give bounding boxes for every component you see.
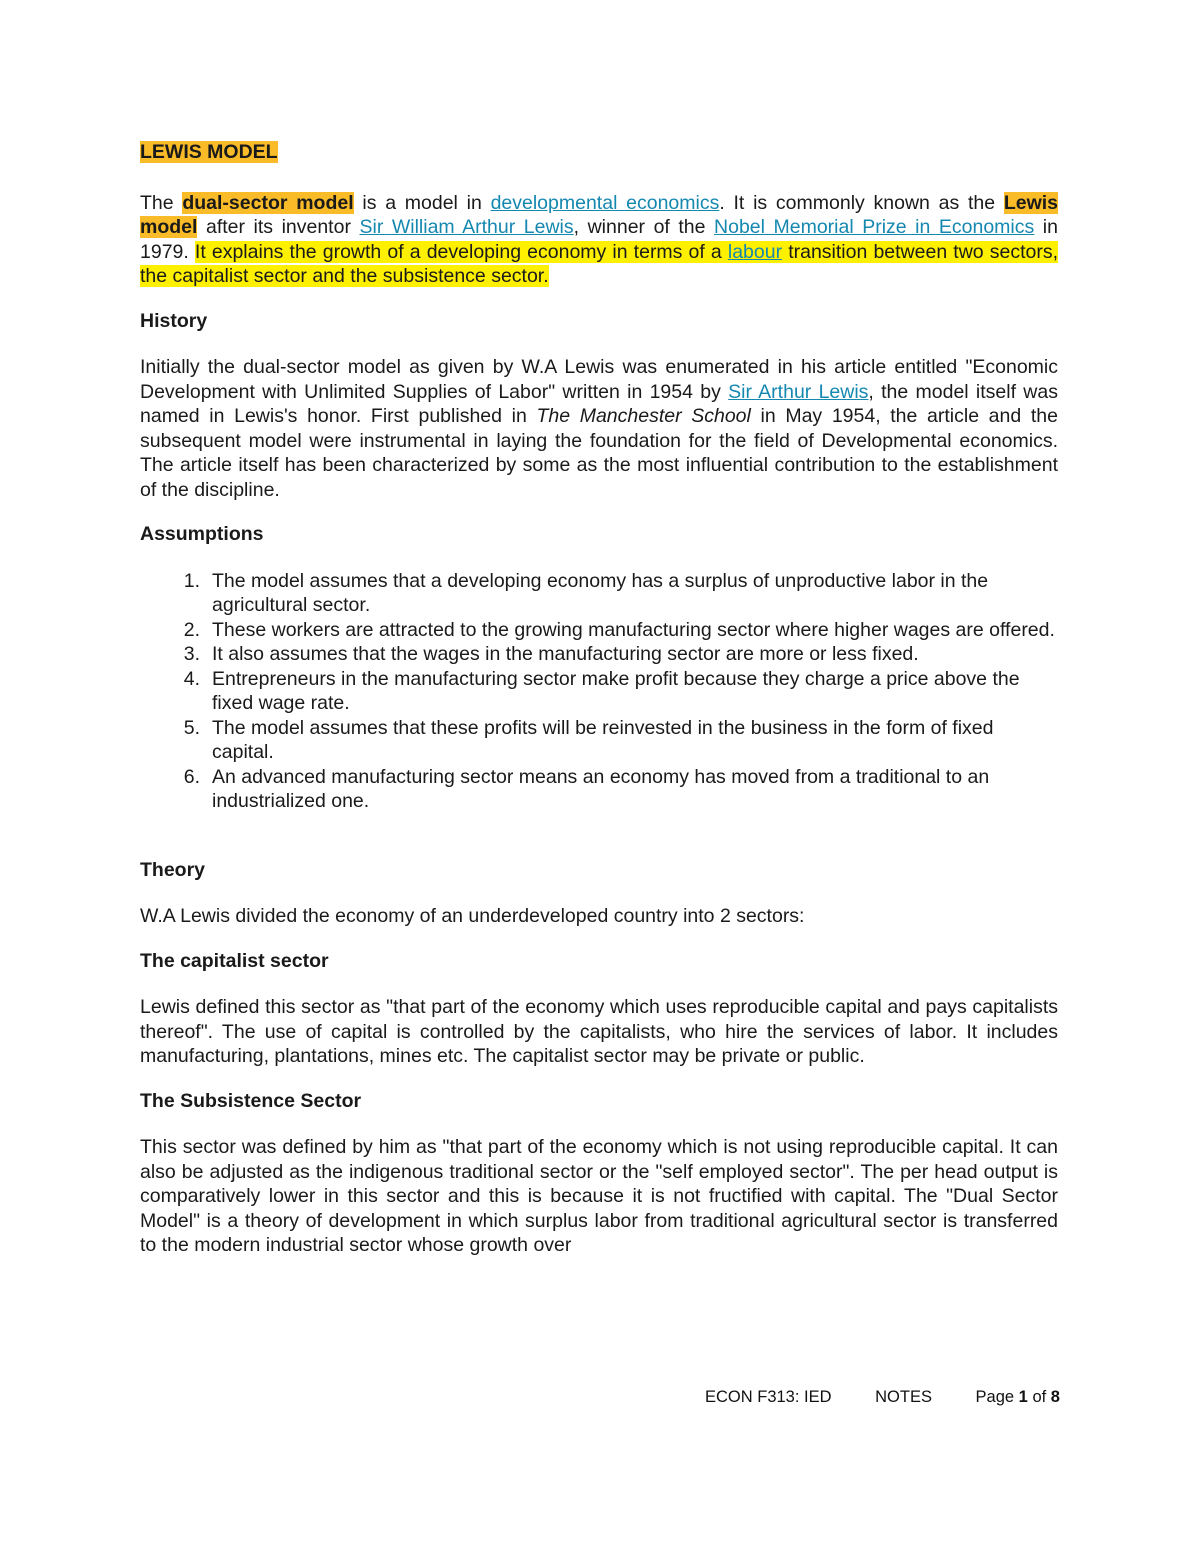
list-item [140, 569, 1058, 618]
assumptions-heading: Assumptions [140, 523, 264, 545]
intro-paragraph [140, 191, 1058, 289]
list-item-text: These workers are attracted to the growing manufacturing sector where higher wages are offered. [212, 618, 1055, 641]
theory-paragraph: W.A Lewis divided the economy of an underdeveloped country into 2 sectors: [140, 905, 805, 927]
assumptions-list [140, 569, 1058, 814]
list-item-text: The model assumes that these profits will be reinvested in the business in the form of fixed capital. [212, 716, 994, 763]
title-highlight: LEWIS MODEL [140, 141, 278, 163]
subsistence-sector-heading: The Subsistence Sector [140, 1089, 362, 1112]
list-item-text: Entrepreneurs in the manufacturing sector make profit because they charge a price above the fixed wage rate. [212, 667, 1020, 714]
link-sir-william-arthur-lewis[interactable]: Sir William Arthur Lewis [359, 216, 574, 238]
list-number: 3. [183, 643, 200, 665]
theory-heading: Theory [140, 858, 206, 881]
history-paragraph [140, 355, 1058, 502]
list-item-text: It also assumes that the wages in the manufacturing sector are more or less fixed. [212, 643, 919, 665]
list-item [140, 642, 1058, 667]
intro-text-6: in 1979. [140, 216, 1058, 263]
footer-page-current: 1 [1018, 1388, 1028, 1406]
link-labour[interactable]: labour [727, 240, 783, 263]
page-content [140, 140, 1058, 1258]
history-text-3: in May 1954, the article and the subsequent model were instrumental in laying the foundation for the field of Developmental economics. The article itself has been characterized by some as the most influential contribution to the establishment of the discipline. [140, 405, 1058, 501]
footer-page-label: Page [975, 1388, 1015, 1406]
term-lewis-model: Lewis model [140, 191, 1058, 238]
list-item-text: The model assumes that a developing economy has a surplus of unproductive labor in the agricultural sector. [212, 569, 989, 616]
list-item [140, 667, 1058, 716]
history-text-2: , the model itself was named in Lewis's honor. First published in [140, 380, 1058, 427]
history-heading: History [140, 309, 208, 332]
list-number: 2. [183, 618, 200, 641]
link-sir-arthur-lewis[interactable]: Sir Arthur Lewis [728, 380, 869, 403]
journal-title: The Manchester School [536, 405, 751, 427]
document-title [140, 140, 1058, 165]
list-number: 1. [183, 569, 200, 592]
intro-text-3: . It is commonly known as the [719, 191, 1004, 214]
list-item-text: An advanced manufacturing sector means an economy has moved from a traditional to an industrialized one. [212, 765, 990, 812]
history-text-1: Initially the dual-sector model as given by W.A Lewis was enumerated in his article entitled "Economic Development with Unlimited Supplies of Labor" written in 1954 by [140, 356, 1058, 403]
list-item [140, 618, 1058, 643]
intro-text-1: The [140, 191, 183, 214]
page-footer [705, 1388, 1060, 1407]
capitalist-sector-heading: The capitalist sector [140, 949, 329, 972]
link-nobel-memorial-prize[interactable]: Nobel Memorial Prize in Economics [714, 216, 1035, 238]
list-item [140, 716, 1058, 765]
footer-course: ECON F313: IED [705, 1388, 832, 1406]
intro-text-4: after its inventor [197, 216, 360, 238]
footer-notes: NOTES [875, 1388, 932, 1406]
list-item [140, 765, 1058, 814]
highlighted-explanation-end: transition between two sectors, the capitalist sector and the subsistence sector. [140, 240, 1059, 287]
list-number: 6. [183, 765, 200, 788]
intro-text-2: is a model in [353, 191, 491, 214]
footer-of: of [1032, 1388, 1047, 1406]
capitalist-sector-paragraph: Lewis defined this sector as "that part of the economy which uses reproducible capital and pays capitalists thereof". The use of capital is controlled by the capitalists, who hire the services of labor. It includes manufacturing, plantations, mines etc. The capitalist sector may be private or public. [140, 996, 1058, 1067]
term-dual-sector-model: dual-sector model [182, 191, 354, 214]
subsistence-sector-paragraph: This sector was defined by him as "that part of the economy which is not using reproducible capital. It can also be adjusted as the indigenous traditional sector or the "self employed sector". The per head output is comparatively lower in this sector and this is because it is not fructified with capital. The "Dual Sector Model" is a theory of development in which surplus labor from traditional agricultural sector is transferred to the modern industrial sector whose growth over [140, 1136, 1058, 1256]
footer-page-total: 8 [1050, 1388, 1060, 1406]
link-developmental-economics[interactable]: developmental economics [490, 191, 720, 214]
highlighted-explanation: It explains the growth of a developing economy in terms of a [194, 240, 728, 263]
list-number: 4. [183, 667, 200, 690]
footer-page-number [976, 1388, 1060, 1407]
intro-text-5: , winner of the [573, 216, 715, 238]
list-number: 5. [183, 716, 200, 739]
